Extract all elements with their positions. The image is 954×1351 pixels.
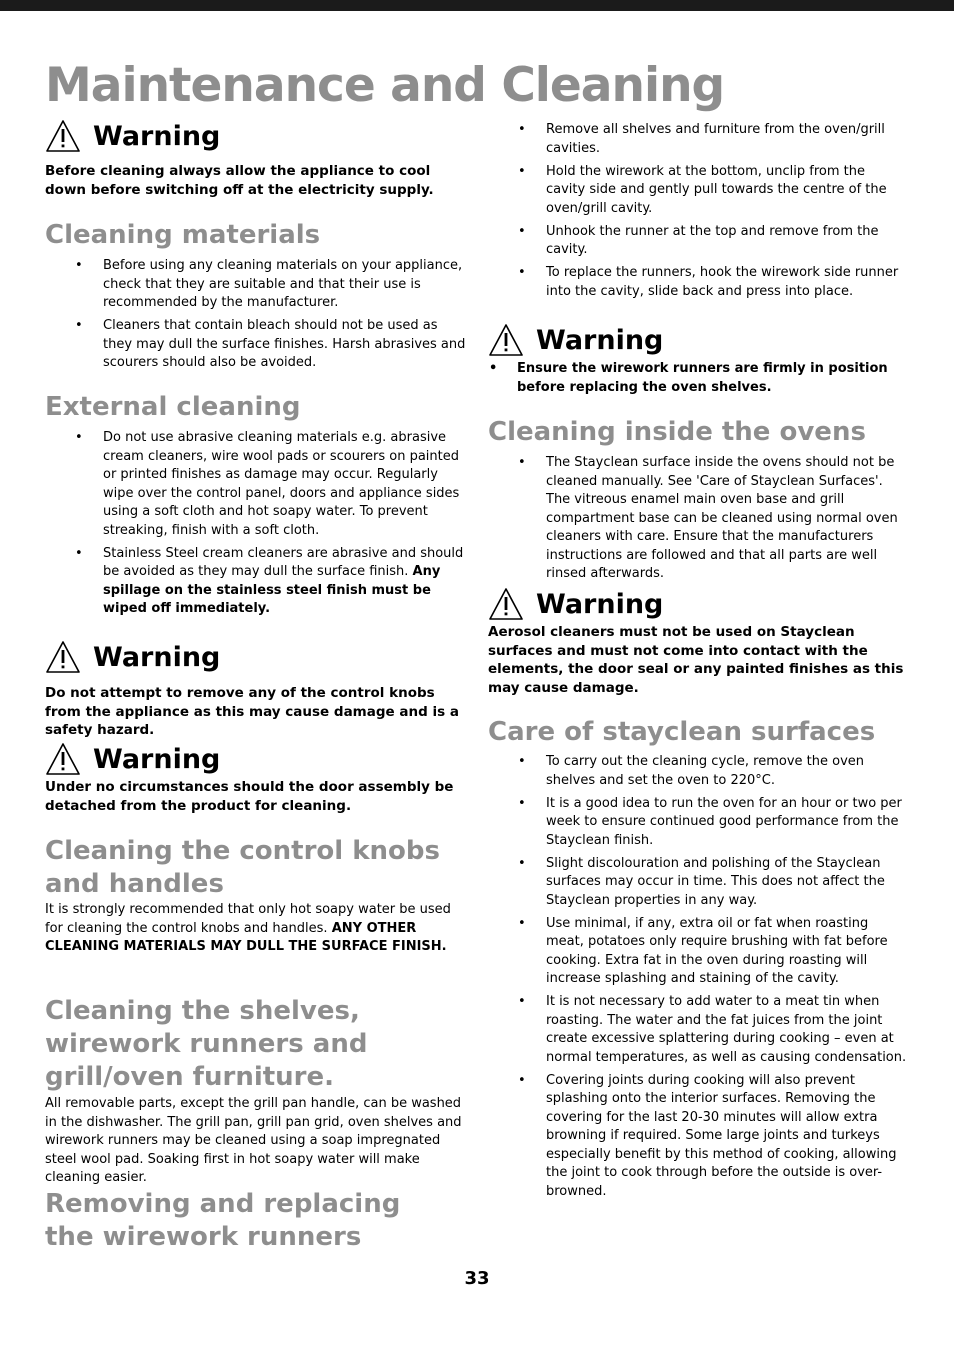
warning-text: Aerosol cleaners must not be used on Stayclean surfaces and must not come into contact with the elements, the door seal or any painted finishes as this may cause damage. [488, 624, 904, 696]
list-item: • It is a good idea to run the oven for an hour or two per week to ensure continued good performance from the Stayclean finish. [488, 795, 908, 851]
warning-title: Warning [536, 324, 664, 356]
section-heading-control-knobs: Cleaning the control knobs and handles [45, 836, 441, 899]
paragraph-caps-text: ANY OTHER CLEANING MATERIALS MAY DULL THE SURFACE FINISH. [45, 920, 447, 954]
section-heading-care-stayclean: Care of stayclean surfaces [488, 717, 876, 747]
control-knobs-text [45, 901, 470, 957]
list-item: • Use minimal, if any, extra oil or fat when roasting meat, potatoes only require brushing with fat before cooking. Extra fat in the oven during roasting will increase splashing and staining of the cavity. [488, 915, 908, 989]
external-cleaning-list [45, 429, 470, 623]
list-item: • To replace the runners, hook the wirework side runner into the cavity, slide back and press into place. [488, 264, 908, 301]
page-number: 33 [464, 1268, 490, 1289]
shelves-text: All removable parts, except the grill pan handle, can be washed in the dishwasher. The grill pan, grill pan grid, oven shelves and wirework runners may be cleaned using a soap impregnated steel wool pad. Soaking first in hot soapy water will make cleaning easier. [45, 1096, 462, 1185]
warning-list [488, 360, 908, 402]
list-item: • It is not necessary to add water to a meat tin when roasting. The water and the fat juices from the joint create excessive splattering during cooking – even at normal temperatures, as well as causing condensation. [488, 993, 908, 1067]
section-heading-inside-ovens: Cleaning inside the ovens [488, 417, 866, 447]
list-item [45, 545, 470, 619]
inside-ovens-list [488, 454, 908, 588]
section-heading-external-cleaning: External cleaning [45, 392, 301, 422]
section-heading-shelves: Cleaning the shelves, wirework runners and grill/oven furniture. [45, 996, 368, 1092]
section-heading-removing-runners: Removing and replacing the wirework runners [45, 1189, 401, 1252]
warning-title: Warning [93, 120, 221, 152]
warning-title: Warning [536, 588, 664, 620]
warning-text: Before cleaning always allow the appliance to cool down before switching off at the electricity supply. [45, 163, 434, 198]
warning-heading [45, 742, 470, 776]
list-item: • To carry out the cleaning cycle, remove the oven shelves and set the oven to 220°C. [488, 753, 908, 790]
list-item: • Hold the wirework at the bottom, unclip from the cavity side and gently pull towards the centre of the oven/grill cavity. [488, 163, 908, 219]
care-stayclean-list [488, 753, 908, 1206]
section-heading-cleaning-materials: Cleaning materials [45, 220, 321, 250]
cleaning-materials-list [45, 257, 470, 377]
top-bar [0, 0, 954, 11]
warning-text: Under no circumstances should the door assembly be detached from the product for cleaning. [45, 779, 454, 814]
warning-triangle-icon [488, 323, 524, 357]
list-item: • Remove all shelves and furniture from the oven/grill cavities. [488, 121, 908, 158]
list-item: • Slight discolouration and polishing of the Stayclean surfaces may occur in time. This does not affect the Stayclean properties in any way. [488, 855, 908, 911]
warning-heading [488, 587, 908, 621]
list-item: • Covering joints during cooking will also prevent splashing onto the interior surfaces. Removing the covering for the last 20-30 minutes will allow extra browning if required. Some large joints and turkeys especially benefit by this method of cooking, allowing the joint to cook through before the outside is over-browned. [488, 1072, 908, 1202]
list-item: • Ensure the wirework runners are firmly in position before replacing the oven shelves. [488, 360, 908, 397]
paragraph-text: It is strongly recommended that only hot soapy water be used for cleaning the control knobs and handles. [45, 902, 451, 936]
item-text: Stainless Steel cream cleaners are abrasive and should be avoided as they may dull the surface finish. [103, 545, 464, 580]
list-item: • Unhook the runner at the top and remove from the cavity. [488, 223, 908, 260]
warning-triangle-icon [488, 587, 524, 621]
list-item: • Do not use abrasive cleaning materials e.g. abrasive cream cleaners, wire wool pads or scourers on painted or printed finishes as damage may occur. Regularly wipe over the control panel, doors and appliance sides using a soft cloth and hot soapy water. To prevent streaking, finish with a soft cloth. [45, 429, 470, 540]
warning-heading [45, 640, 470, 674]
warning-text: Do not attempt to remove any of the control knobs from the appliance as this may cause damage and is a safety hazard. [45, 685, 459, 738]
warning-triangle-icon [45, 640, 81, 674]
page-title: Maintenance and Cleaning [45, 58, 725, 113]
warning-title: Warning [93, 641, 221, 673]
list-item: • Cleaners that contain bleach should not be used as they may dull the surface finishes. Harsh abrasives and scourers should also be avoided. [45, 317, 470, 373]
item-bold-text: Any spillage on the stainless steel finish must be wiped off immediately. [103, 564, 441, 617]
warning-triangle-icon [45, 119, 81, 153]
list-item: • Before using any cleaning materials on your appliance, check that they are suitable and that their use is recommended by the manufacturer. [45, 257, 470, 313]
warning-triangle-icon [45, 742, 81, 776]
list-item: • The Stayclean surface inside the ovens should not be cleaned manually. See 'Care of Stayclean Surfaces'. The vitreous enamel main oven base and grill compartment base can be cleaned using normal oven cleaners with care. Ensure that the manufacturers instructions are followed and that all parts are well rinsed afterwards. [488, 454, 908, 584]
warning-heading [45, 119, 470, 153]
warning-heading [488, 323, 908, 357]
warning-title: Warning [93, 743, 221, 775]
runner-steps-list [488, 121, 908, 306]
